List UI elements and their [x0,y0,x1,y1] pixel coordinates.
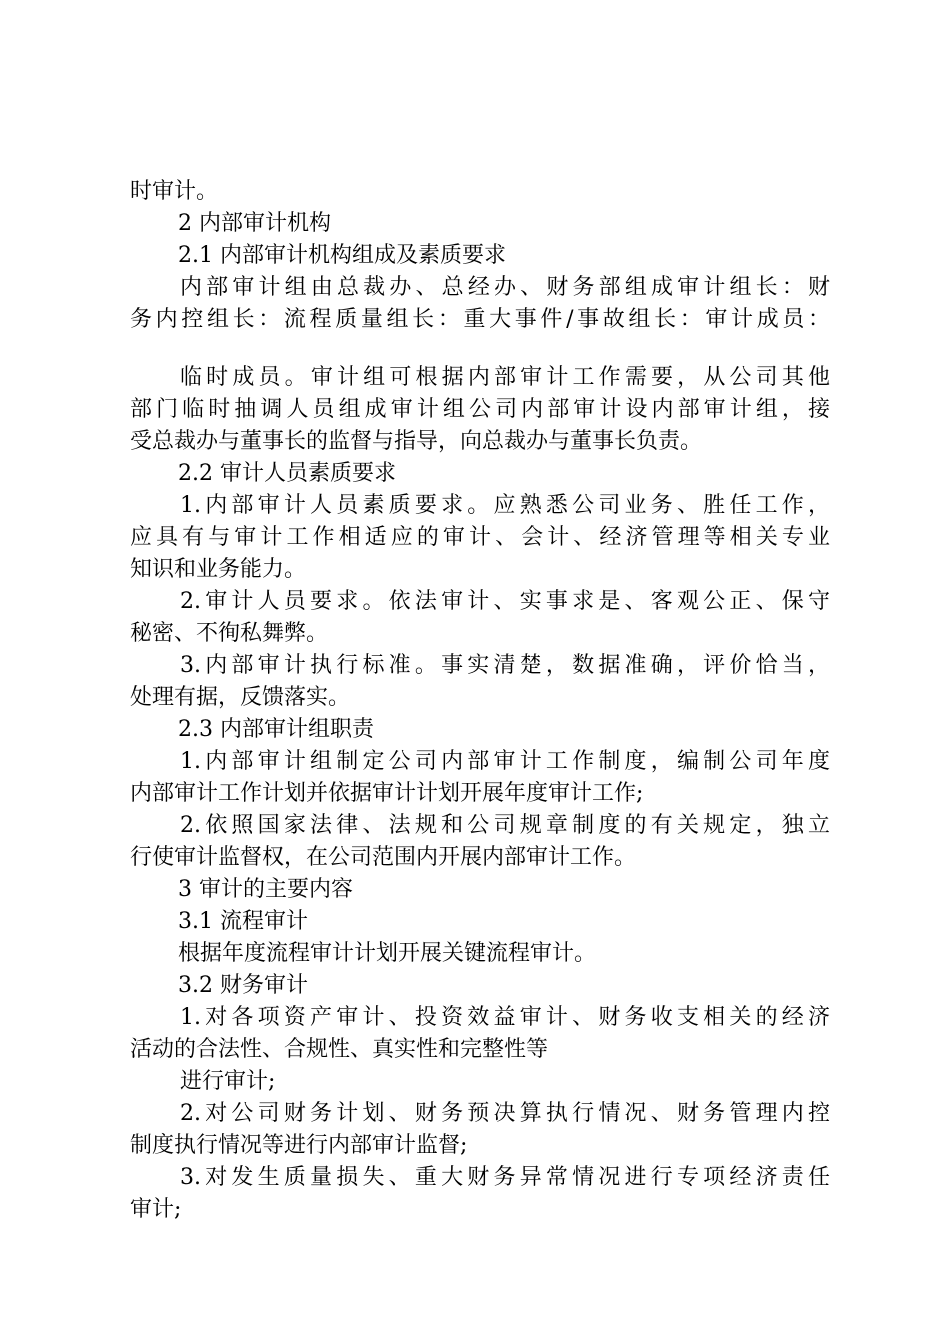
text-line: 应具有与审计工作相适应的审计、会计、经济管理等相关专业 [130,525,830,550]
text-line: 1.内部审计人员素质要求。应熟悉公司业务、胜任工作， [180,493,830,518]
text-line: 务内控组长：流程质量组长：重大事件/事故组长：审计成员： [130,307,830,332]
text-line: 临时成员。审计组可根据内部审计工作需要，从公司其他 [180,365,830,390]
subsection-heading: 3.2 财务审计 [178,973,308,998]
text-line: 受总裁办与董事长的监督与指导，向总裁办与董事长负责。 [130,429,703,454]
text-line: 知识和业务能力。 [130,557,307,582]
text-line: 部门临时抽调人员组成审计组公司内部审计设内部审计组，接 [130,397,830,422]
text-line: 2.对公司财务计划、财务预决算执行情况、财务管理内控 [180,1101,830,1126]
text-line: 3.对发生质量损失、重大财务异常情况进行专项经济责任 [180,1165,830,1190]
text-line: 根据年度流程审计计划开展关键流程审计。 [178,941,597,966]
text-line: 3.内部审计执行标准。事实清楚，数据准确，评价恰当， [180,653,830,678]
text-line: 2.审计人员要求。依法审计、实事求是、客观公正、保守 [180,589,830,614]
text-line: 进行审计; [180,1069,276,1094]
subsection-heading: 2.1 内部审计机构组成及素质要求 [178,243,506,268]
text-line: 制度执行情况等进行内部审计监督; [130,1133,468,1158]
text-line: 时审计。 [130,179,219,204]
text-line: 秘密、不徇私舞弊。 [130,621,329,646]
text-line: 审计; [130,1197,182,1222]
text-line: 1.内部审计组制定公司内部审计工作制度，编制公司年度 [180,749,830,774]
section-heading: 2 内部审计机构 [178,211,331,236]
subsection-heading: 2.2 审计人员素质要求 [178,461,396,486]
text-line: 内部审计工作计划并依据审计计划开展年度审计工作; [130,781,644,806]
text-line: 2.依照国家法律、法规和公司规章制度的有关规定，独立 [180,813,830,838]
text-line: 活动的合法性、合规性、真实性和完整性等 [130,1037,549,1062]
text-line: 内部审计组由总裁办、总经办、财务部组成审计组长：财 [180,275,830,300]
subsection-heading: 2.3 内部审计组职责 [178,717,374,742]
text-line: 行使审计监督权，在公司范围内开展内部审计工作。 [130,845,637,870]
subsection-heading: 3.1 流程审计 [178,909,308,934]
section-heading: 3 审计的主要内容 [178,877,353,902]
text-line: 1.对各项资产审计、投资效益审计、财务收支相关的经济 [180,1005,830,1030]
text-line: 处理有据，反馈落实。 [130,685,351,710]
